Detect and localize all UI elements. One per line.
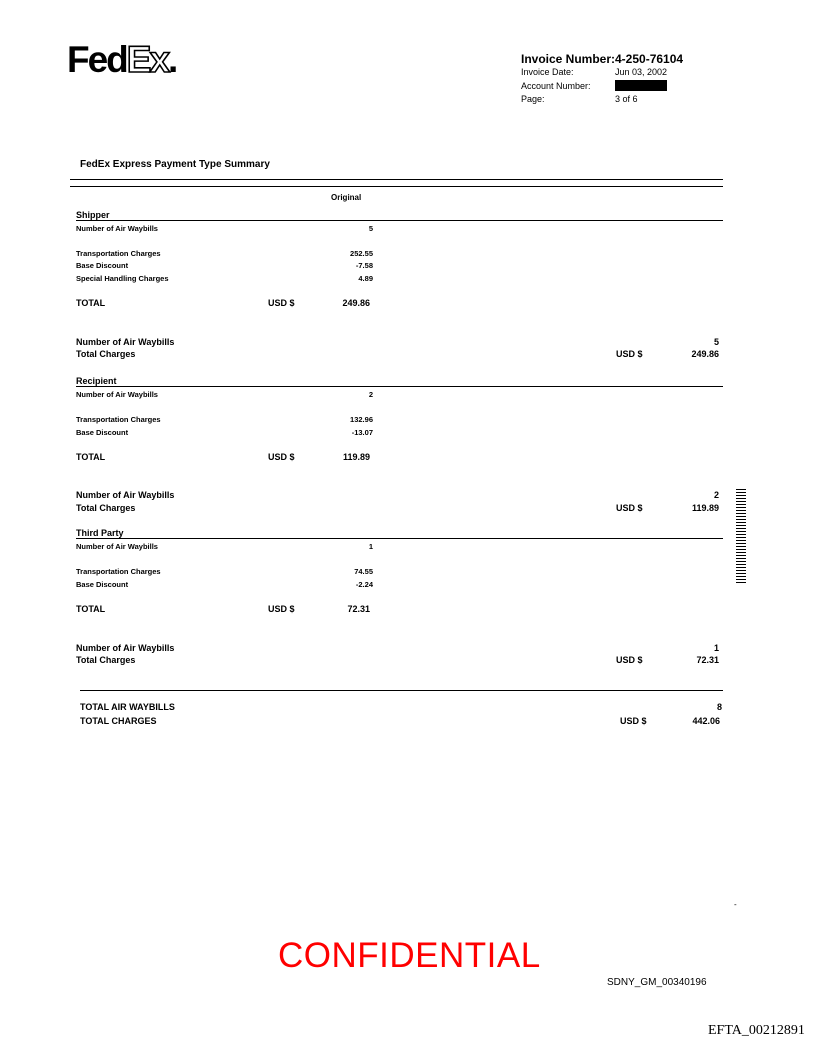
third-party-waybills-value: 1: [368, 542, 373, 551]
shipper-waybills-value: 5: [368, 224, 373, 233]
recipient-base-discount-value: -13.07: [351, 428, 373, 437]
account-number-label: Account Number:: [521, 81, 591, 91]
third-party-total-label: TOTAL: [76, 604, 106, 614]
third-party-total-currency: USD $: [268, 604, 295, 614]
shipper-heading: Shipper: [76, 210, 110, 220]
shipper-transportation-value: 252.55: [350, 249, 373, 258]
account-number-redaction: [615, 80, 667, 91]
shipper-total-value: 249.86: [342, 298, 370, 308]
side-barcode: [736, 489, 746, 585]
total-air-waybills-label: TOTAL AIR WAYBILLS: [80, 702, 175, 712]
recipient-rule: [76, 386, 723, 387]
shipper-base-discount-label: Base Discount: [76, 261, 129, 270]
third-party-transportation-value: 74.55: [354, 567, 373, 576]
third-party-total-value: 72.31: [347, 604, 370, 614]
shipper-special-handling-value: 4.89: [358, 274, 373, 283]
title-rule-bottom: [70, 186, 723, 187]
third-party-base-discount-label: Base Discount: [76, 580, 129, 589]
total-air-waybills-value: 8: [716, 702, 722, 712]
third-party-summary-waybills-value: 1: [713, 643, 719, 653]
bates-number: SDNY_GM_00340196: [607, 977, 707, 988]
grand-total-rule: [80, 690, 723, 691]
recipient-summary-waybills-value: 2: [713, 490, 719, 500]
invoice-date-label: Invoice Date:: [521, 67, 574, 77]
third-party-summary-charges-value: 72.31: [696, 655, 719, 665]
shipper-special-handling-label: Special Handling Charges: [76, 274, 169, 283]
shipper-summary-charges-label: Total Charges: [76, 349, 136, 359]
recipient-summary-currency: USD $: [616, 503, 643, 513]
shipper-summary-charges-value: 249.86: [691, 349, 719, 359]
shipper-summary-waybills-label: Number of Air Waybills: [76, 337, 175, 347]
shipper-summary-waybills-value: 5: [713, 337, 719, 347]
total-charges-label: TOTAL CHARGES: [80, 716, 157, 726]
recipient-transportation-value: 132.96: [350, 415, 373, 424]
total-charges-currency: USD $: [620, 716, 647, 726]
third-party-heading: Third Party: [76, 528, 124, 538]
summary-title: FedEx Express Payment Type Summary: [80, 159, 270, 170]
efta-number: EFTA_00212891: [708, 1023, 805, 1038]
recipient-total-value: 119.89: [342, 452, 370, 462]
shipper-base-discount-value: -7.58: [355, 261, 373, 270]
recipient-base-discount-label: Base Discount: [76, 428, 129, 437]
third-party-summary-waybills-label: Number of Air Waybills: [76, 643, 175, 653]
third-party-transportation-label: Transportation Charges: [76, 567, 161, 576]
shipper-rule: [76, 220, 723, 221]
third-party-waybills-label: Number of Air Waybills: [76, 542, 158, 551]
third-party-rule: [76, 538, 723, 539]
recipient-total-label: TOTAL: [76, 452, 106, 462]
invoice-number-label: Invoice Number:: [521, 52, 616, 66]
title-rule-top: [70, 179, 723, 180]
third-party-summary-charges-label: Total Charges: [76, 655, 136, 665]
shipper-waybills-label: Number of Air Waybills: [76, 224, 158, 233]
third-party-summary-currency: USD $: [616, 655, 643, 665]
shipper-summary-currency: USD $: [616, 349, 643, 359]
fedex-logo: FedEx.: [67, 39, 177, 80]
third-party-base-discount-value: -2.24: [355, 580, 373, 589]
shipper-transportation-label: Transportation Charges: [76, 249, 161, 258]
small-mark: -: [734, 900, 737, 909]
total-charges-value: 442.06: [692, 716, 720, 726]
recipient-total-currency: USD $: [268, 452, 295, 462]
recipient-waybills-value: 2: [368, 390, 373, 399]
recipient-summary-waybills-label: Number of Air Waybills: [76, 490, 175, 500]
invoice-date-value: Jun 03, 2002: [615, 67, 668, 77]
shipper-total-currency: USD $: [268, 298, 295, 308]
page-label: Page:: [521, 94, 545, 104]
recipient-waybills-label: Number of Air Waybills: [76, 390, 158, 399]
page-value: 3 of 6: [615, 94, 638, 104]
confidential-stamp: CONFIDENTIAL: [278, 936, 541, 975]
shipper-total-label: TOTAL: [76, 298, 106, 308]
recipient-summary-charges-label: Total Charges: [76, 503, 136, 513]
recipient-transportation-label: Transportation Charges: [76, 415, 161, 424]
column-header-original: Original: [331, 193, 362, 202]
recipient-summary-charges-value: 119.89: [691, 503, 719, 513]
invoice-number-value: 4-250-76104: [615, 52, 684, 66]
recipient-heading: Recipient: [76, 376, 117, 386]
